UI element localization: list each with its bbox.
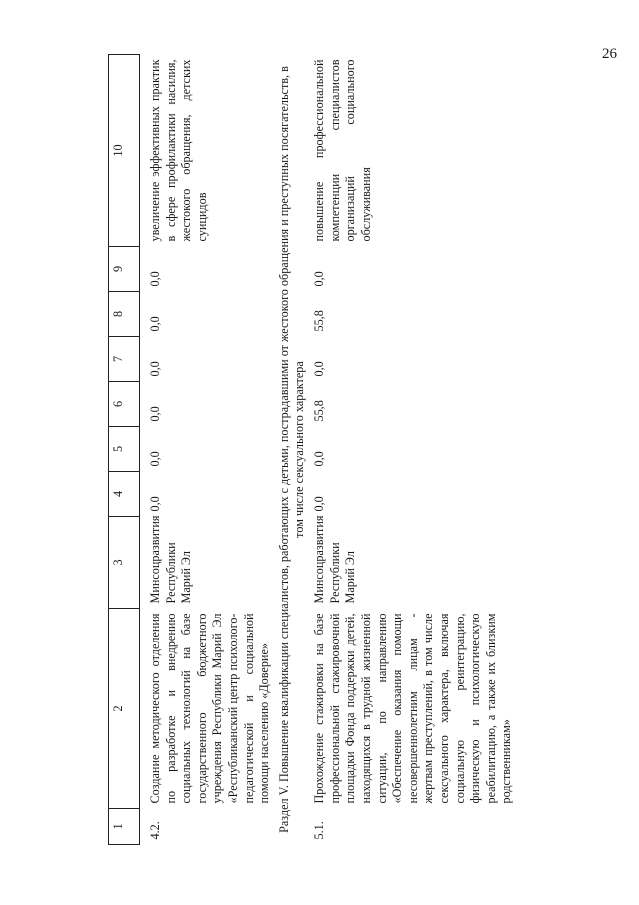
value-cell: 0,0 <box>312 496 327 512</box>
table-row <box>310 55 517 845</box>
row-number: 5.1. <box>312 821 327 840</box>
page-number: 26 <box>602 46 617 62</box>
column-header: 10 <box>109 55 140 247</box>
measure-cell: Прохождение стажировки на базе профессиональной стажировочной площадки Фонда поддержки детей, находящихся в трудной жизненной ситуации, по направлению «Обеспечение оказания помощи несовершеннолетним лицам - жертвам преступлений, в том числе сексуального характера, включая социальную реинтеграцию, физическую и психологическую реабилитацию, а также их близким родственникам» <box>312 613 514 804</box>
column-header: 5 <box>109 427 140 472</box>
table-header-row <box>109 55 140 845</box>
column-header: 1 <box>109 809 140 845</box>
value-cell: 0,0 <box>148 316 162 332</box>
section-row <box>275 55 310 845</box>
rotated-page-content <box>108 55 578 845</box>
executor-cell: Минсоцразвития Республики Марий Эл <box>312 515 358 604</box>
value-cell: 0,0 <box>148 361 162 377</box>
column-header: 7 <box>109 337 140 382</box>
value-cell: 0,0 <box>148 271 162 287</box>
value-cell: 0,0 <box>312 451 327 467</box>
program-table <box>108 54 517 845</box>
column-header: 3 <box>109 517 140 609</box>
section-heading: Раздел V. Повышение квалификации специалистов, работающих с детьми, пострадавшими от жестокого обращения и преступных посягательств, в том числе сексуального характера <box>276 66 307 833</box>
value-cell: 55,8 <box>312 310 327 332</box>
column-header: 4 <box>109 472 140 517</box>
table-row <box>146 55 275 845</box>
value-cell: 0,0 <box>312 271 327 287</box>
row-number: 4.2. <box>148 821 162 840</box>
result-cell: повышение профессиональной компетенции специалистов организаций социального обслуживания <box>312 59 373 242</box>
column-header: 9 <box>109 247 140 292</box>
column-header: 2 <box>109 609 140 809</box>
measure-cell: Создание методического отделения по разработке и внедрению социальных технологий на базе государственного бюджетного учреждения Республики Марий Эл «Республиканский центр психолого-педагогической и социальной помощи населению «Доверие» <box>148 613 272 804</box>
result-cell: увеличение эффективных практик в сфере профилактики насилия, жестокого обращения, детских суицидов <box>148 59 209 242</box>
column-header: 8 <box>109 292 140 337</box>
column-header: 6 <box>109 382 140 427</box>
value-cell: 0,0 <box>148 496 162 512</box>
value-cell: 0,0 <box>312 361 327 377</box>
value-cell: 0,0 <box>148 406 162 422</box>
value-cell: 55,8 <box>312 400 327 422</box>
executor-cell: Минсоцразвития Республики Марий Эл <box>148 515 194 604</box>
value-cell: 0,0 <box>148 451 162 467</box>
